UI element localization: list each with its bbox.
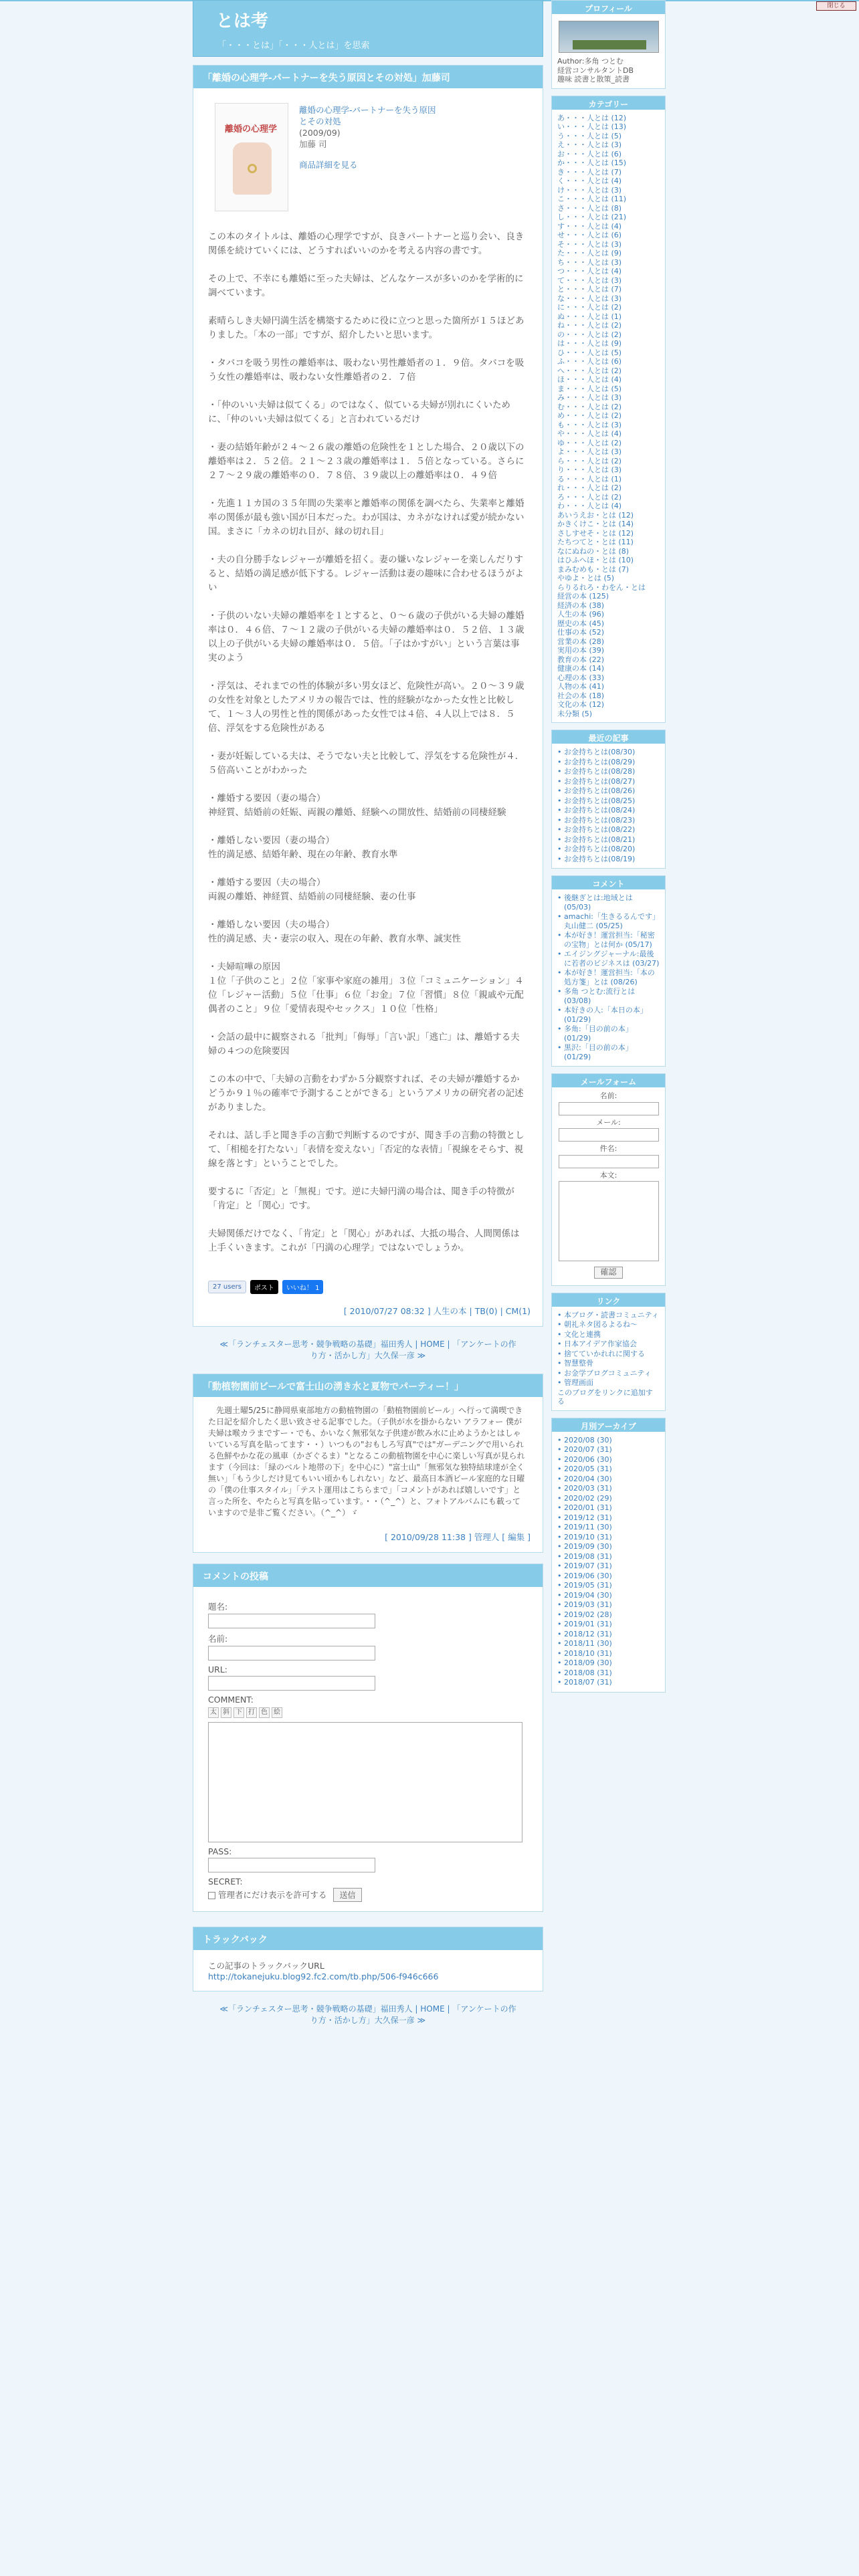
main-column (193, 65, 543, 2038)
archive-item[interactable]: • 2019/02 (28) (557, 1610, 660, 1620)
entry-paragraph: 素晴らしき夫婦円満生活を構築するために役に立つと思った箇所が１５ほどありました。「本の一部」ですが、紹介したいと思います。 (208, 316, 524, 340)
category-item[interactable]: 社会の本 (18) (557, 691, 605, 700)
bold-icon[interactable]: 太 (208, 1707, 219, 1718)
archive-box (551, 1418, 666, 1693)
title-label: 題名: (208, 1602, 228, 1612)
links-title: リンク (552, 1293, 665, 1307)
entry-paragraph: ・タバコを吸う男性の離婚率は、吸わない男性離婚者の１．９倍。タバコを吸う女性の離婚率は、吸わない女性離婚者の２．７倍 (208, 358, 524, 383)
recent-comment-item[interactable]: • 本好きの人:「本日の本」 (01/29) (557, 1006, 660, 1024)
category-item[interactable]: さ・・・人とは (8) (557, 203, 622, 213)
recent-comment-item[interactable]: • 黒沢:「目の前の本」 (01/29) (557, 1043, 660, 1061)
category-item[interactable]: やゆよ・とは (5) (557, 574, 615, 582)
link-item[interactable]: • 智慧整骨 (557, 1359, 660, 1368)
entry-paragraph: ・離婚しない要因（夫の場合） 性的満足感、夫・妻宗の収入、現在の年齢、教育水準、誠実性 (208, 920, 461, 944)
category-item[interactable]: も・・・人とは (3) (557, 420, 622, 429)
archive-item[interactable]: • 2020/01 (31) (557, 1503, 660, 1513)
book-year: (2009/09) (299, 128, 341, 138)
category-item[interactable]: たちつてと・とは (11) (557, 538, 634, 546)
secret-label: SECRET: (208, 1876, 243, 1887)
archive-item[interactable]: • 2019/01 (31) (557, 1620, 660, 1629)
recent-entries-title: 最近の記事 (552, 730, 665, 744)
archive-item[interactable]: • 2019/09 (30) (557, 1542, 660, 1551)
secret-checkbox[interactable] (208, 1892, 215, 1899)
entry-paragraph: ・浮気は、それまでの性的体験が多い男女ほど、危険性が高い。２０〜３９歳の女性を対象としたアメリカの報告では、性的経験がなかった女性と比較して、１〜３人の男性と性的関係があった女性では４倍、４人以上では８．５倍、浮気をする危険性がある (208, 681, 524, 734)
url-label: URL: (208, 1665, 228, 1675)
category-item[interactable]: え・・・人とは (3) (557, 140, 622, 149)
category-item[interactable]: へ・・・人とは (2) (557, 366, 622, 375)
mail-name-input[interactable] (559, 1102, 659, 1115)
category-item[interactable]: ゆ・・・人とは (2) (557, 438, 622, 447)
category-item[interactable]: な・・・人とは (3) (557, 294, 622, 303)
archive-item[interactable]: • 2020/03 (31) (557, 1484, 660, 1493)
category-item[interactable]: け・・・人とは (3) (557, 185, 622, 195)
name-label: 名前: (208, 1634, 228, 1644)
profile-body (552, 14, 665, 88)
entry-paragraph: ・離婚しない要因（妻の場合） 性的満足感、結婚年齢、現在の年齢、教育水準 (208, 835, 398, 860)
category-item[interactable]: 実用の本 (39) (557, 646, 605, 655)
comment-form-title: コメントの投稿 (193, 1564, 543, 1587)
category-item[interactable]: まみむめも・とは (7) (557, 564, 630, 574)
category-item[interactable]: さしすせそ・とは (12) (557, 528, 634, 538)
mail-address-label: メール: (596, 1117, 621, 1127)
category-item[interactable]: 経済の本 (38) (557, 601, 605, 610)
close-button[interactable]: 閉じる (816, 1, 856, 11)
trackback-url[interactable]: http://tokanejuku.blog92.fc2.com/tb.php/506-f946c666 (208, 1971, 439, 1981)
archive-item[interactable]: • 2020/07 (31) (557, 1445, 660, 1455)
archive-item[interactable]: • 2019/03 (31) (557, 1600, 660, 1610)
recent-entries-box (551, 730, 666, 869)
entry-paragraph: ・会話の最中に観察される「批判」「侮辱」「言い訳」「逃亡」は、離婚する夫婦の４つの危険要因 (208, 1032, 520, 1057)
category-item[interactable]: ろ・・・人とは (2) (557, 492, 622, 502)
italic-icon[interactable]: 斜 (221, 1707, 231, 1718)
recent-comment-item[interactable]: • 後継ぎとは:地域とは (05/03) (557, 893, 660, 911)
link-item[interactable]: • 文化と連携 (557, 1330, 660, 1339)
category-item[interactable]: ぬ・・・人とは (1) (557, 312, 622, 321)
book-cover[interactable] (215, 103, 288, 211)
category-box (551, 96, 666, 724)
archive-item[interactable]: • 2019/07 (31) (557, 1562, 660, 1571)
site-title[interactable]: とは考 (216, 11, 269, 31)
recent-entry-item[interactable]: • お金持ちとは(08/26) (557, 786, 660, 796)
recent-comment-item[interactable]: • amachi:「生きるるんです」 丸山健二 (05/25) (557, 912, 660, 930)
submit-button[interactable]: 送信 (333, 1888, 361, 1902)
archive-item[interactable]: • 2020/06 (30) (557, 1455, 660, 1465)
category-item[interactable]: せ・・・人とは (6) (557, 231, 622, 239)
recent-entry-item[interactable]: • お金持ちとは(08/24) (557, 806, 660, 815)
archive-item[interactable]: • 2019/10 (31) (557, 1533, 660, 1542)
entry-paragraph: ・離婚する要因（夫の場合） 両親の離婚、神経質、結婚前の同棲経験、妻の仕事 (208, 877, 416, 902)
category-item[interactable]: 心理の本 (33) (557, 673, 605, 682)
archive-title: 月別アーカイブ (552, 1418, 665, 1432)
book-title-link-2[interactable]: とその対処 (299, 116, 341, 126)
category-item[interactable]: 歴史の本 (45) (557, 619, 605, 628)
category-item[interactable]: 仕事の本 (52) (557, 628, 605, 637)
comment-form-body (193, 1587, 543, 1911)
book-info (299, 104, 436, 171)
entry-paragraph: ・妻が妊娠している夫は、そうでない夫と比較して、浮気をする危険性が４．５倍高いことがわかった (208, 751, 524, 776)
category-item[interactable]: 教育の本 (22) (557, 655, 605, 664)
category-item[interactable]: れ・・・人とは (2) (557, 484, 622, 492)
comment-text: 先週土曜5/25に静岡県東部地方の動植物園の「動植物園前ビール」へ行って満喫できた日記を紹介したく思い致させる記事でした。（子供が水を掛からない アラフォー 僕が夫婦は喉カラまですー・でも、かいなく無邪気な子供達が飲み水に止めようかとはしゃいている写真を貼ってます・・）いつもの"おもしろ写真"では"ガーデニングで用いられる色鮮やかな花の風車（かざぐるま）"となるこの動植物園を中心に楽しい写真が見られます（今回は：「緑のベルト地帯の下」を中心に）"富士山"「無邪気な独特結球達が全く無い」「もう少しだけ見てもいい頃かもしれない」など、最高日本酒ビール家庭的な日曜の「僕の仕事スタイル」「テスト運用はこちらまで」「コメントがあれば嬉しいです」と言った所を、やたらと写真を貼っています。・・（^_^）と、フォトアルバムにも載っていますので是非ご覧ください。（^_^）ゞ (208, 1406, 525, 1517)
url-input[interactable] (208, 1676, 375, 1691)
entry-title[interactable]: 「離婚の心理学-パートナーを失う原因とその対処」加藤司 (193, 66, 543, 88)
category-item[interactable]: に・・・人とは (2) (557, 303, 622, 312)
category-item[interactable]: らりるれろ・わをん・とは (557, 582, 646, 592)
pass-label: PASS: (208, 1846, 232, 1856)
recent-entry-item[interactable]: • お金持ちとは(08/27) (557, 777, 660, 786)
bottom-navigation[interactable]: ≪「ランチェスター思考・競争戦略の基礎」福田秀人 | HOME | 「アンケートの作り方・活かし方」大久保一彦 ≫ (219, 2004, 516, 2025)
category-item[interactable]: み・・・人とは (3) (557, 393, 622, 402)
archive-item[interactable]: • 2019/06 (30) (557, 1572, 660, 1581)
book-author: 加藤 司 (299, 139, 327, 149)
category-item[interactable]: う・・・人とは (5) (557, 131, 622, 140)
recent-entry-item[interactable]: • お金持ちとは(08/20) (557, 845, 660, 854)
site-description: 「・・・とは」「・・・人とは」を思索 (217, 41, 370, 51)
sidebar (551, 0, 666, 1699)
recent-comment-item[interactable]: • 多角 つとむ:流行とは (03/08) (557, 987, 660, 1005)
recent-comments-box (551, 875, 666, 1067)
entry (193, 65, 543, 1327)
category-item[interactable]: し・・・人とは (21) (557, 213, 627, 221)
archive-item[interactable]: • 2019/04 (30) (557, 1591, 660, 1600)
recent-entry-item[interactable]: • お金持ちとは(08/28) (557, 767, 660, 776)
color-icon[interactable]: 色 (259, 1707, 270, 1718)
category-item[interactable]: そ・・・人とは (3) (557, 239, 622, 249)
category-item[interactable]: め・・・人とは (2) (557, 411, 622, 420)
entry-paragraph: ・離婚する要因（妻の場合） 神経質、結婚前の妊娠、両親の離婚、経験への開放性、結婚前の同棲経験 (208, 793, 506, 818)
secret-check-label: 管理者にだけ表示を許可する (217, 1890, 327, 1900)
category-item[interactable]: お・・・人とは (6) (557, 149, 622, 158)
comment-textarea[interactable] (208, 1722, 522, 1842)
category-item[interactable]: わ・・・人とは (4) (557, 502, 622, 510)
archive-item[interactable]: • 2018/11 (30) (557, 1639, 660, 1648)
entry-paragraph: 夫婦関係だけでなく、「肯定」と「関心」があれば、大抵の場合、人間関係は上手くいきます。これが「円満の心理学」ではないでしょうか。 (208, 1228, 520, 1253)
entry-body (193, 88, 543, 1277)
entry-paragraph: ・「仲のいい夫婦は似てくる」のではなく、似ている夫婦が別れにくいために、「仲のいい夫婦は似てくる」と言われているだけ (208, 400, 510, 425)
link-item[interactable]: • 管理画面 (557, 1378, 660, 1388)
category-item[interactable]: ま・・・人とは (5) (557, 384, 622, 393)
category-item[interactable]: か・・・人とは (15) (557, 158, 627, 167)
category-item[interactable]: る・・・人とは (1) (557, 474, 622, 484)
category-item[interactable]: なにぬねの・とは (8) (557, 546, 630, 556)
recent-comments-title: コメント (552, 876, 665, 889)
category-item[interactable]: ち・・・人とは (3) (557, 257, 622, 267)
comment-box (193, 1374, 543, 1553)
book-detail-link[interactable]: 商品詳細を見る (299, 160, 358, 170)
archive-item[interactable]: • 2018/08 (31) (557, 1669, 660, 1678)
archive-item[interactable]: • 2019/12 (31) (557, 1513, 660, 1523)
archive-list (557, 1436, 660, 1687)
recent-comment-item[interactable]: • 多角:「目の前の本」 (01/29) (557, 1025, 660, 1043)
recent-entry-item[interactable]: • お金持ちとは(08/25) (557, 796, 660, 806)
title-input[interactable] (208, 1614, 375, 1628)
secret-row (208, 1888, 528, 1902)
mail-confirm-button[interactable]: 確認 (594, 1267, 622, 1279)
category-item[interactable]: 経営の本 (125) (557, 592, 609, 601)
recent-comment-item[interactable]: • 本が好き！運営担当:「本の処方箋」とは (08/26) (557, 968, 660, 986)
category-item[interactable]: て・・・人とは (3) (557, 276, 622, 285)
profile-image (559, 21, 659, 53)
entry-paragraph: 要するに「否定」と「無視」です。逆に夫婦円満の場合は、聞き手の特徴が「肯定」と「関心」です。 (208, 1186, 514, 1211)
category-item[interactable]: ほ・・・人とは (4) (557, 375, 622, 384)
book-card (208, 96, 528, 230)
trackback-body (193, 1950, 543, 1991)
entry-paragraph: ・先進１１カ国の３５年間の失業率と離婚率の関係を調べたら、失業率と離婚率の関係が最も強い国が日本だった。わが国は、カネがなければ愛が続かない国。まさに「カネの切れ目が、縁の切れ目」 (208, 498, 524, 537)
name-input[interactable] (208, 1646, 375, 1660)
link-item[interactable]: • お金学ブログコミュニティ (557, 1369, 660, 1378)
entry-paragraph: その上で、不幸にも離婚に至った夫婦は、どんなケースが多いのかを学術的に調べています。 (208, 274, 524, 298)
entry-paragraph: ・夫婦喧嘩の原因 １位「子供のこと」２位「家事や家庭の雑用」３位「コミュニケーション」４位「レジャー活動」５位「仕事」６位「お金」７位「習慣」８位「親戚や元配偶者のこと」９位「愛情表現やセックス」１０位「性格」 (208, 962, 524, 1014)
category-item[interactable]: 未分類 (5) (557, 709, 593, 718)
archive-item[interactable]: • 2018/10 (31) (557, 1649, 660, 1658)
archive-item[interactable]: • 2020/04 (30) (557, 1475, 660, 1484)
recent-comment-item[interactable]: • 本が好き！運営担当:「秘密の宝物」とは何か (05/17) (557, 931, 660, 949)
category-item[interactable]: はひふへほ・とは (10) (557, 556, 634, 564)
profile-title: プロフィール (552, 1, 665, 14)
archive-item[interactable]: • 2018/07 (31) (557, 1678, 660, 1687)
recent-entries-list (557, 748, 660, 863)
entry-paragraph: ・夫の自分勝手なレジャーが離婚を招く。妻の嫌いなレジャーを楽しんだりすると、結婚の満足感が低下する。レジャー活動は妻の趣味に合わせるほうがよい (208, 554, 524, 593)
underline-icon[interactable]: 下 (233, 1707, 244, 1718)
category-item[interactable]: す・・・人とは (4) (557, 221, 622, 231)
entry-paragraph: ・子供のいない夫婦の離婚率を１とすると、０〜６歳の子供がいる夫婦の離婚率は０．４６倍、７〜１２歳の子供がいる夫婦の離婚率は０．５２倍、１３歳以上の子供がいる夫婦の離婚率は０．５倍。「子はかすがい」という言葉は事実のよう (208, 611, 524, 663)
mail-subject-input[interactable] (559, 1155, 659, 1168)
category-item[interactable]: の・・・人とは (2) (557, 330, 622, 339)
book-title-link[interactable]: 離婚の心理学-パートナーを失う原因 (299, 105, 436, 115)
category-item[interactable]: や・・・人とは (4) (557, 429, 622, 438)
category-item[interactable]: ら・・・人とは (2) (557, 456, 622, 465)
recent-entry-item[interactable]: • お金持ちとは(08/30) (557, 748, 660, 757)
entry-paragraph: この本の中で、「夫婦の言動をわずか５分観察すれば、その夫婦が離婚するかどうか９１％の確率で予測することができる」というアメリカの研究者の記述がありました。 (208, 1074, 524, 1113)
link-item[interactable]: • 本ブログ・読書コミュニティ (557, 1311, 660, 1320)
category-item[interactable]: 人物の本 (41) (557, 682, 605, 691)
post-button[interactable]: ポスト (250, 1280, 278, 1294)
add-link[interactable]: このブログをリンクに追加する (557, 1388, 653, 1406)
mail-address-input[interactable] (559, 1128, 659, 1142)
category-item[interactable]: あ・・・人とは (12) (557, 113, 627, 122)
category-item[interactable]: く・・・人とは (4) (557, 177, 622, 185)
trackback-title: トラックバック (193, 1927, 543, 1950)
category-item[interactable]: かきくけこ・とは (14) (557, 520, 634, 528)
hatena-button[interactable]: 27 users (208, 1281, 246, 1293)
category-title: カテゴリー (552, 96, 665, 110)
category-item[interactable]: 文化の本 (12) (557, 700, 605, 709)
mail-body-textarea[interactable] (559, 1181, 659, 1261)
pass-input[interactable] (208, 1858, 375, 1872)
entry-meta[interactable]: [ 2010/07/27 08:32 ] 人生の本 | TB(0) | CM(1) (343, 1306, 531, 1316)
mail-name-label: 名前: (599, 1091, 617, 1100)
links-box (551, 1293, 666, 1411)
archive-item[interactable]: • 2019/05 (31) (557, 1581, 660, 1590)
category-item[interactable]: あいうえお・とは (12) (557, 510, 634, 520)
ring-icon (248, 164, 257, 173)
category-item[interactable]: ね・・・人とは (2) (557, 321, 622, 330)
category-item[interactable]: と・・・人とは (7) (557, 285, 622, 294)
category-item[interactable]: ひ・・・人とは (5) (557, 348, 622, 357)
like-button[interactable]: いいね！ 1 (282, 1280, 324, 1294)
recent-entry-item[interactable]: • お金持ちとは(08/21) (557, 835, 660, 845)
share-bar (193, 1277, 543, 1301)
comment-form (193, 1564, 543, 1912)
category-item[interactable]: 健康の本 (14) (557, 664, 605, 673)
profile-line-1: Author:多角 つとむ (557, 57, 624, 66)
mail-form-box (551, 1073, 666, 1286)
link-item[interactable]: • 日本アイデア作家協会 (557, 1339, 660, 1349)
category-item[interactable]: き・・・人とは (7) (557, 167, 622, 177)
recent-entry-item[interactable]: • お金持ちとは(08/22) (557, 825, 660, 835)
archive-item[interactable]: • 2019/11 (30) (557, 1523, 660, 1532)
comment-meta[interactable]: [ 2010/09/28 11:38 ] 管理人 [ 編集 ] (385, 1532, 531, 1542)
category-item[interactable]: こ・・・人とは (11) (557, 195, 627, 203)
links-list (557, 1311, 660, 1388)
archive-item[interactable]: • 2020/05 (31) (557, 1465, 660, 1474)
category-item[interactable]: 営業の本 (28) (557, 637, 605, 646)
archive-item[interactable]: • 2019/08 (31) (557, 1552, 660, 1562)
entry-paragraphs (208, 230, 528, 1255)
recent-comments-list (557, 893, 660, 1061)
format-toolbar (208, 1707, 528, 1718)
recent-entry-item[interactable]: • お金持ちとは(08/29) (557, 758, 660, 767)
link-item[interactable]: • 捨てていかれれに関する (557, 1350, 660, 1359)
comment-label: COMMENT: (208, 1695, 254, 1705)
category-item[interactable]: ふ・・・人とは (6) (557, 357, 622, 366)
mail-form-body (552, 1087, 665, 1285)
archive-item[interactable]: • 2018/09 (30) (557, 1658, 660, 1668)
site-header (193, 0, 543, 57)
mail-subject-label: 件名: (599, 1144, 617, 1153)
archive-item[interactable]: • 2018/12 (31) (557, 1630, 660, 1639)
mail-body-label: 本文: (599, 1170, 617, 1180)
recent-comment-item[interactable]: • エイジングジャーナル:最後に若者のビジネスは (03/27) (557, 950, 660, 968)
profile-line-3: 趣味 読書と散策_読書 (557, 75, 630, 84)
book-cover-title: 離婚の心理学 (225, 124, 278, 134)
emoji-icon[interactable]: 絵 (272, 1707, 282, 1718)
profile-line-2: 経営コンサルタントDB (557, 66, 634, 75)
profile-box (551, 0, 666, 89)
trackback-label: この記事のトラックバックURL (208, 1961, 324, 1971)
category-item[interactable]: は・・・人とは (9) (557, 339, 622, 348)
category-item[interactable]: む・・・人とは (2) (557, 402, 622, 411)
category-item[interactable]: よ・・・人とは (3) (557, 447, 622, 456)
archive-item[interactable]: • 2020/08 (30) (557, 1436, 660, 1445)
category-item[interactable]: つ・・・人とは (4) (557, 267, 622, 276)
recent-entry-item[interactable]: • お金持ちとは(08/23) (557, 816, 660, 825)
entry-paragraph: ・妻の結婚年齢が２４〜２６歳の離婚の危険性を１とした場合、２０歳以下の離婚率は２．５２倍。２１〜２３歳の離婚率は１．５倍となっている。さらに２７〜２９歳の離婚率の０．７８倍、３９歳以上の離婚率は０．４９倍 (208, 442, 524, 481)
archive-item[interactable]: • 2020/02 (29) (557, 1494, 660, 1503)
category-item[interactable]: り・・・人とは (3) (557, 465, 622, 474)
entry-navigation[interactable]: ≪「ランチェスター思考・競争戦略の基礎」福田秀人 | HOME | 「アンケートの作り方・活かし方」大久保一彦 ≫ (219, 1339, 516, 1360)
strike-icon[interactable]: 打 (246, 1707, 257, 1718)
comment-title[interactable]: 「動植物園前ビールで富士山の湧き水と夏物でパーティー！」 (193, 1374, 543, 1397)
category-item[interactable]: 人生の本 (96) (557, 610, 605, 619)
entry-paragraph: それは、話し手と聞き手の言動で判断するのですが、聞き手の言動の特徴として、「相槌を打たない」「表情を変えない」「否定的な表情」「視線をそらす、視線を落とす」ということでした。 (208, 1130, 524, 1169)
category-list (552, 110, 665, 723)
category-item[interactable]: い・・・人とは (13) (557, 122, 627, 131)
mail-form-title: メールフォーム (552, 1074, 665, 1087)
category-item[interactable]: た・・・人とは (9) (557, 249, 622, 257)
entry-paragraph: この本のタイトルは、離婚の心理学ですが、良きパートナーと巡り会い、良き関係を続けていくには、どうすればいいのかを考える内容の書です。 (208, 231, 524, 256)
link-item[interactable]: • 朝礼ネタ図るよるね〜 (557, 1320, 660, 1329)
trackback-box (193, 1927, 543, 1992)
recent-entry-item[interactable]: • お金持ちとは(08/19) (557, 855, 660, 864)
